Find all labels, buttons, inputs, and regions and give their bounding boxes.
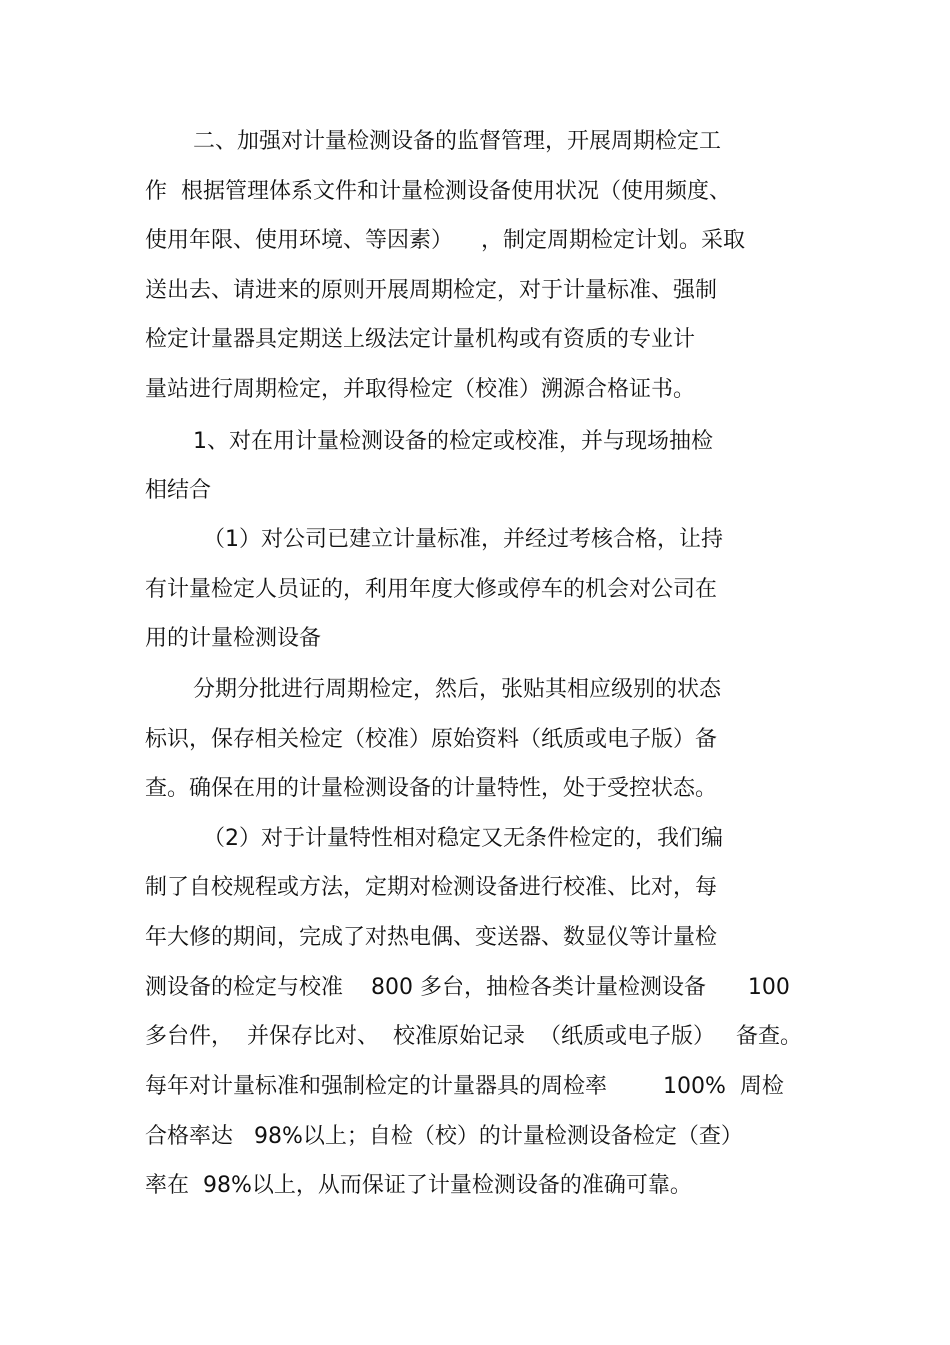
text-line-16: 制了自校规程或方法，定期对检测设备进行校准、比对，每 bbox=[145, 875, 718, 900]
text-line-22: 率在 98%以上，从而保证了计量检测设备的准确可靠。 bbox=[145, 1173, 692, 1198]
text-line-6: 量站进行周期检定，并取得检定（校准）溯源合格证书。 bbox=[145, 377, 696, 402]
text-line-17: 年大修的期间，完成了对热电偶、变送器、数显仪等计量检 bbox=[145, 925, 718, 950]
text-line-14: 查。确保在用的计量检测设备的计量特性，处于受控状态。 bbox=[145, 776, 718, 801]
text-line-15: （2）对于计量特性相对稳定又无条件检定的，我们编 bbox=[203, 826, 723, 851]
text-line-12: 分期分批进行周期检定，然后，张贴其相应级别的状态 bbox=[193, 677, 722, 702]
text-line-11: 用的计量检测设备 bbox=[145, 626, 322, 651]
text-line-19: 多台件， 并保存比对、 校准原始记录 （纸质或电子版） 备查。 bbox=[145, 1024, 802, 1049]
text-line-4: 送出去、请进来的原则开展周期检定，对于计量标准、强制 bbox=[145, 278, 718, 303]
text-line-1: 二、加强对计量检测设备的监督管理，开展周期检定工 bbox=[193, 129, 722, 154]
text-line-18: 测设备的检定与校准 800 多台，抽检各类计量检测设备 100 bbox=[145, 975, 790, 1000]
text-line-5: 检定计量器具定期送上级法定计量机构或有资质的专业计 bbox=[145, 327, 696, 352]
text-line-3: 使用年限、使用环境、等因素） ，制定周期检定计划。采取 bbox=[145, 228, 745, 253]
text-line-2: 作 根据管理体系文件和计量检测设备使用状况（使用频度、 bbox=[145, 179, 731, 204]
text-line-9: （1）对公司已建立计量标准，并经过考核合格，让持 bbox=[203, 527, 723, 552]
text-line-8: 相结合 bbox=[145, 478, 212, 503]
text-line-7: 1、对在用计量检测设备的检定或校准，并与现场抽检 bbox=[193, 429, 713, 454]
text-line-20: 每年对计量标准和强制检定的计量器具的周检率 100% 周检 bbox=[145, 1074, 784, 1099]
text-line-10: 有计量检定人员证的，利用年度大修或停车的机会对公司在 bbox=[145, 577, 718, 602]
text-line-21: 合格率达 98%以上；自检（校）的计量检测设备检定（查） bbox=[145, 1124, 743, 1149]
text-line-13: 标识，保存相关检定（校准）原始资料（纸质或电子版）备 bbox=[145, 727, 718, 752]
